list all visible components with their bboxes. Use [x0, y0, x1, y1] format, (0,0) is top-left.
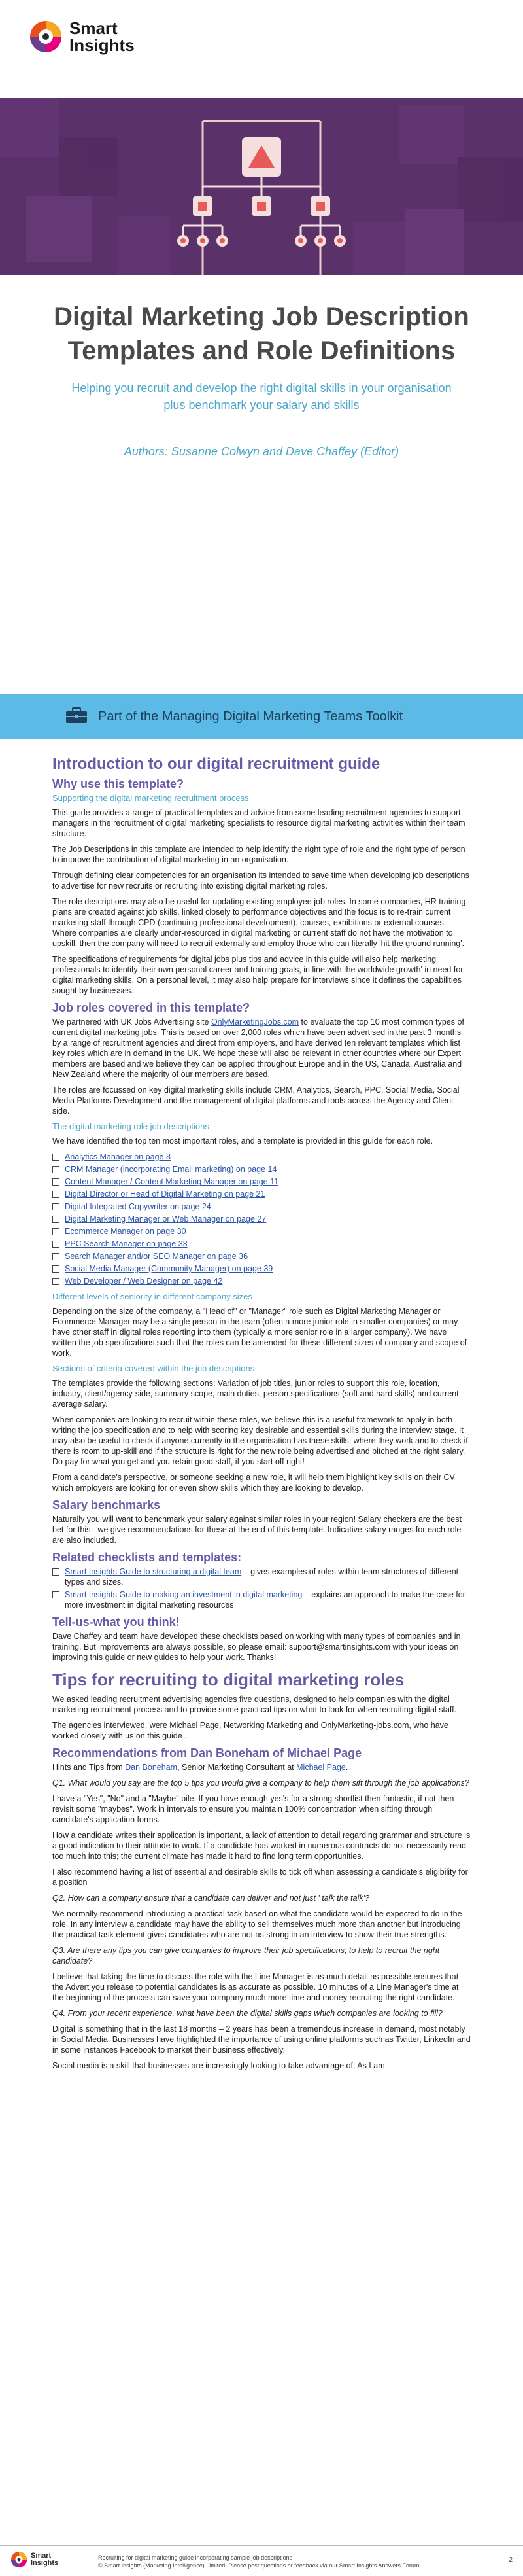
- tell-heading: Tell-us-what you think!: [52, 1615, 180, 1629]
- footer-line: Recruiting for digital marketing guide incorporating sample job descriptions: [98, 2554, 293, 2561]
- related-heading: Related checklists and templates:: [52, 1551, 242, 1564]
- criteria-subheading: Sections of criteria covered within the job descriptions: [52, 1364, 255, 1373]
- list-item: [52, 1589, 471, 1610]
- roles-paragraph: [52, 1017, 471, 1080]
- checkbox-icon: [52, 1154, 59, 1161]
- checkbox-icon: [52, 1228, 59, 1235]
- checkbox-icon: [52, 1216, 59, 1223]
- roles-text: We partnered with UK Jobs Advertising site: [52, 1017, 211, 1027]
- footer-logo-word: Smart: [31, 2552, 52, 2560]
- main-content: [52, 755, 471, 2076]
- checkbox-icon: [52, 1166, 59, 1173]
- roles-paragraph: From a candidate's perspective, or someone seeking a new role, it will help them highlight key skills on their CV which employers are looking for or even show skills which they are looking to develop.: [52, 1473, 455, 1492]
- list-item: [52, 1566, 471, 1587]
- role-link[interactable]: Digital Integrated Copywriter on page 24: [65, 1202, 211, 1211]
- intro-paragraph: The specifications of requirements for digital jobs plus tips and advice in this guide will also help marketing professionals to identify their own personal career and training goals, in line with the worldwide growth' in need for digital marketing skills. On a personal level, it may also help prepare for interviews since it defines the capabilities sought by businesses.: [52, 955, 464, 995]
- role-link[interactable]: Digital Marketing Manager or Web Manager on page 27: [65, 1214, 267, 1224]
- tell-paragraph: Dave Chaffey and team have developed these checklists based on working with many types of companies and in training. But improvements are always possible, so please email: support@smartinsights.com with your ideas on improving this guide or new guides to help your work. Thanks!: [52, 1632, 461, 1662]
- footer-text: [98, 2554, 421, 2569]
- list-item: [52, 1164, 471, 1174]
- roles-paragraph: We have identified the top ten most important roles, and a template is provided in this guide for each role.: [52, 1137, 433, 1146]
- hints-text: Hints and Tips from: [52, 1763, 126, 1772]
- toolbox-icon: [65, 707, 88, 727]
- logo-word-smart: Smart: [69, 18, 118, 38]
- why-heading: Why use this template?: [52, 777, 184, 790]
- list-item: [52, 1239, 471, 1249]
- intro-heading: Introduction to our digital recruitment guide: [52, 755, 380, 773]
- answer: I also recommend having a list of essential and desirable skills to tick off when assessing a candidate's eligibility for a position: [52, 1867, 468, 1887]
- list-item: [52, 1201, 471, 1212]
- list-item: [52, 1251, 471, 1262]
- org-chart-illustration: [0, 98, 523, 275]
- footer-logo-word: Insights: [31, 2559, 59, 2567]
- roles-subheading: The digital marketing role job descriptions: [52, 1121, 209, 1131]
- list-item: [52, 1263, 471, 1274]
- hints-text: , Senior Marketing Consultant at: [177, 1763, 297, 1772]
- footer-logo: [10, 2551, 58, 2568]
- list-item: [52, 1189, 471, 1199]
- tips-paragraph: The agencies interviewed, were Michael Page, Networking Marketing and OnlyMarketing-jobs.com, who have worked closely with us on this guide .: [52, 1721, 448, 1740]
- dan-boneham-link[interactable]: Dan Boneham: [125, 1763, 178, 1772]
- salary-paragraph: Naturally you will want to benchmark your salary against similar roles in your region! Salary checkers are the best bet for this - we give recommendations for these at the end of this template. Indicative salary ranges for each role are also included.: [52, 1515, 462, 1545]
- toolkit-banner: [0, 694, 523, 739]
- answer: We normally recommend introducing a practical task based on what the candidate would be expected to do in the role. In any interview a candidate may have the ability to sell themselves much more than another but introducing the practical task element gives candidates who are not as strong in an interview to show their true strengths.: [52, 1909, 462, 1939]
- question: Q4. From your recent experience, what have been the digital skills gaps which companies are looking to fill?: [52, 2009, 443, 2018]
- title-line-1: Digital Marketing Job Description: [54, 302, 469, 331]
- salary-heading: Salary benchmarks: [52, 1498, 161, 1511]
- checkbox-icon: [52, 1278, 59, 1285]
- related-text: – explains an approach to make the case for more investment in digital marketing resources: [65, 1590, 465, 1610]
- seniority-subheading: Different levels of seniority in different company sizes: [52, 1292, 252, 1301]
- list-item: [52, 1276, 471, 1286]
- checkbox-icon: [52, 1253, 59, 1260]
- hints-line: [52, 1762, 471, 1773]
- logo-word-insights: Insights: [69, 35, 135, 55]
- role-list: [52, 1152, 471, 1286]
- related-list: [52, 1566, 471, 1610]
- roles-paragraph: The roles are focussed on key digital marketing skills include CRM, Analytics, Search, PPC, Social Media, Social Media Platforms Development and the management of digital platforms and tools across the Agency and Client-side.: [52, 1085, 460, 1116]
- intro-paragraph: Through defining clear competencies for an organisation its intended to save time when developing job descriptions to advertise for new recruits or recruiting into existing digital marketing roles.: [52, 871, 469, 891]
- related-link[interactable]: Smart Insights Guide to structuring a digital team: [65, 1567, 242, 1576]
- hints-text: .: [345, 1763, 348, 1772]
- page-footer: [0, 2545, 523, 2576]
- tips-heading: Tips for recruiting to digital marketing roles: [52, 1670, 405, 1689]
- hero-graphic: [0, 98, 523, 275]
- title-line-2: Templates and Role Definitions: [67, 336, 456, 365]
- checkbox-icon: [52, 1591, 59, 1598]
- related-text: – gives examples of roles within team structures of different types and sizes.: [65, 1567, 459, 1587]
- why-subheading: Supporting the digital marketing recruitment process: [52, 793, 249, 803]
- role-link[interactable]: CRM Manager (incorporating Email marketing) on page 14: [65, 1165, 277, 1174]
- logo-text: [69, 20, 135, 54]
- question: Q1. What would you say are the top 5 tips you would give a company to help them sift through the job applications?: [52, 1778, 469, 1788]
- recommendations-heading: Recommendations from Dan Boneham of Michael Page: [52, 1746, 362, 1759]
- related-link[interactable]: Smart Insights Guide to making an investment in digital marketing: [65, 1590, 303, 1599]
- role-link[interactable]: Digital Director or Head of Digital Marketing on page 21: [65, 1190, 265, 1199]
- intro-paragraph: The role descriptions may also be useful for updating existing employee job roles. In some companies, HR training plans are created against job skills, linked closely to performance objectives and the focus is to re-train current marketing staff through CPD (continuing professional development), courses, exhibitions or external courses. Where companies are clearly under-resourced in digital marketing or current staff do not have the motivation to upskill, then the company will need to recruit externally and employ those who can literally 'hit the ground running'.: [52, 897, 466, 948]
- checkbox-icon: [52, 1191, 59, 1198]
- question: Q2. How can a company ensure that a candidate can deliver and not just ' talk the talk'?: [52, 1894, 369, 1903]
- roles-paragraph: When companies are looking to recruit within these roles, we believe this is a useful framework to apply in both writing the job specification and to help with scoring key desirable and essential skills during the interview stage. It may also be useful to check if anyone currently in the organisation has these skills, where they work and to check if there is room to up-skill and if the structure is right for the new role being advertised and pitched at the right salary. Do pay for what you get and you retain good staff, if you start off right!: [52, 1415, 468, 1466]
- list-item: [52, 1226, 471, 1237]
- role-link[interactable]: Content Manager / Content Marketing Manager on page 11: [65, 1177, 279, 1186]
- list-item: [52, 1176, 471, 1187]
- roles-paragraph: Depending on the size of the company, a "Head of" or "Manager" role such as Digital Marketing Manager or Ecommerce Manager may be a single person in the team (often a more junior role in smaller companies) or may have other staff in digital roles reporting into them (typically a more senior role in a larger company). We have written the job specifications such that the roles can be amended for these different sizes of company and scope of work.: [52, 1307, 467, 1358]
- document-subtitle: Helping you recruit and develop the right digital skills in your organisation plus benchmark your salary and skills: [71, 381, 452, 412]
- intro-paragraph: The Job Descriptions in this template are intended to help identify the right type of role and the right type of person to improve the contribution of digital marketing in an organisation.: [52, 845, 465, 864]
- role-link[interactable]: Ecommerce Manager on page 30: [65, 1227, 186, 1236]
- role-link[interactable]: Analytics Manager on page 8: [65, 1152, 171, 1161]
- checkbox-icon: [52, 1568, 59, 1576]
- answer: How a candidate writes their application is important, a lack of attention to detail regarding grammar and structure is a good indication to their attitude to work. If a candidate has worked in numerous contracts do not necessarily read too much into this; the current climate has made it hard to find long term opportunities.: [52, 1831, 471, 1861]
- michael-page-link[interactable]: Michael Page: [296, 1763, 346, 1772]
- role-link[interactable]: Social Media Manager (Community Manager) on page 39: [65, 1264, 273, 1273]
- list-item: [52, 1214, 471, 1224]
- authors: Authors: Susanne Colwyn and Dave Chaffey (Editor): [124, 445, 399, 458]
- question: Q3. Are there any tips you can give companies to improve their job specifications; to help to recruit the right candidate?: [52, 1946, 440, 1966]
- document-title: [0, 300, 523, 368]
- roles-paragraph: The templates provide the following sections: Variation of job titles, junior roles to support this role, location, industry, client/agency-side, summary scope, main duties, person specifications (soft and hard skills) and current average salary.: [52, 1379, 459, 1409]
- role-link[interactable]: Search Manager and/or SEO Manager on page 36: [65, 1252, 248, 1261]
- intro-paragraph: This guide provides a range of practical templates and advice from some leading recruitment agencies to support managers in the recruitment of digital marketing specialists to resource digital marketing activities within their team structure.: [52, 808, 465, 838]
- checkbox-icon: [52, 1178, 59, 1186]
- footer-logo-text: [31, 2552, 58, 2567]
- list-item: [52, 1152, 471, 1162]
- checkbox-icon: [52, 1241, 59, 1248]
- answer: I have a "Yes", "No" and a "Maybe" pile. If you have enough yes's for a strong shortlist then fantastic, if not then revisit some "maybes". Work in intervals to ensure you maintain 100% concentration when sifting through candidate's application forms.: [52, 1794, 454, 1824]
- checkbox-icon: [52, 1203, 59, 1210]
- smart-insights-logo: [29, 20, 135, 54]
- logo-mark-icon: [29, 20, 63, 54]
- answer: I believe that taking the time to discuss the role with the Line Manager is as much detail as possible ensures that the Advert you release to potential candidates is as accurate as possible. 10 minutes of a Line Manager's time at the beginning of the process can save your company much more time and money recruiting the right candidate.: [52, 1972, 459, 2002]
- role-link[interactable]: Web Developer / Web Designer on page 42: [65, 1277, 223, 1286]
- footer-logo-icon: [10, 2551, 27, 2568]
- tips-paragraph: We asked leading recruitment advertising agencies five questions, designed to help companies with the digital marketing recruitment process and to provide some practical tips on what to look for when recruiting digital staff.: [52, 1695, 457, 1714]
- footer-line: © Smart Insights (Marketing Intelligence) Limited. Please post questions or feedback via our Smart Insights Answers Forum.: [98, 2562, 421, 2569]
- banner-text: Part of the Managing Digital Marketing Teams Toolkit: [98, 709, 403, 724]
- answer: Social media is a skill that businesses are increasingly looking to take advantage of. As I am: [52, 2061, 385, 2070]
- roles-text: to evaluate the top 10 most common types of current digital marketing jobs. This is based on over 2,000 roles which have been advertised in the past 3 months by a range of recruitment agencies and direct from employers, and have derived ten relevant templates which list key roles which are in demand in the UK. We hope these will also be relevant in other countries where our Expert members are based and we believe they can be applied throughout Europe and in the US, Canada, Australia and New Zealand where the majority of our members are based.: [52, 1017, 464, 1079]
- answer: Digital is something that in the last 18 months – 2 years has been a tremendous increase in demand, most notably in Social Media. Businesses have highlighted the importance of using online platforms such as Twitter, LinkedIn and in some instances Facebook to market their business effectively.: [52, 2024, 471, 2055]
- page-number: 2: [509, 2556, 513, 2564]
- onlymarketingjobs-link[interactable]: OnlyMarketingJobs.com: [211, 1017, 299, 1027]
- checkbox-icon: [52, 1265, 59, 1273]
- role-link[interactable]: PPC Search Manager on page 33: [65, 1239, 188, 1248]
- roles-heading: Job roles covered in this template?: [52, 1001, 250, 1014]
